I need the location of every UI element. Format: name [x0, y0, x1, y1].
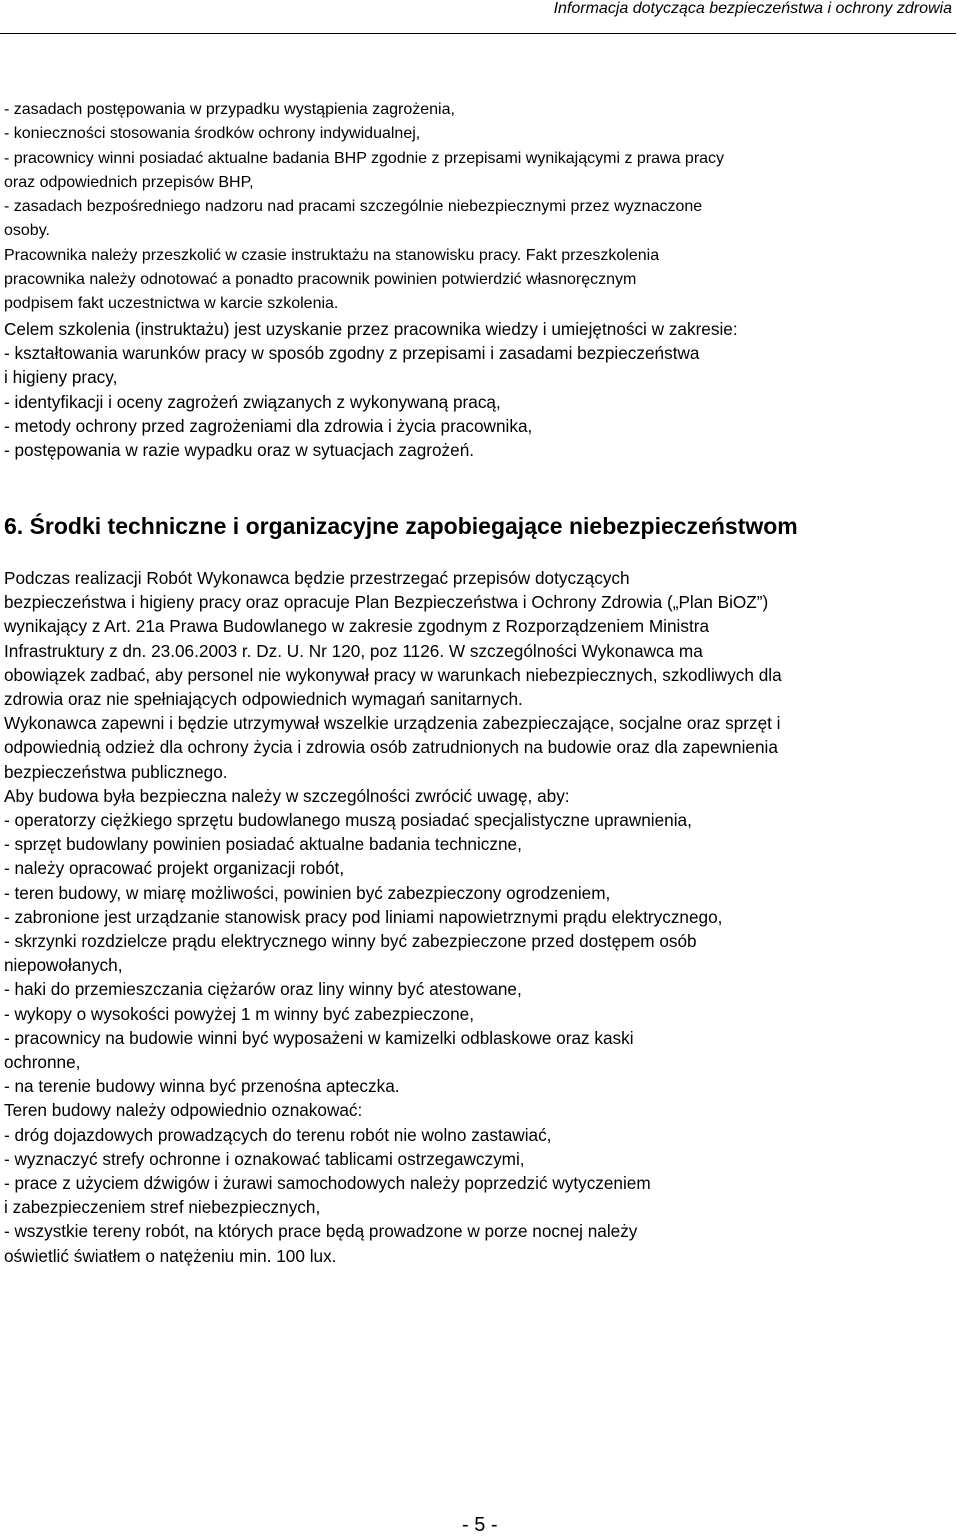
- text-line: - metody ochrony przed zagrożeniami dla zdrowia i życia pracownika,: [4, 415, 533, 436]
- list-item: - prace z użyciem dźwigów i żurawi samochodowych należy poprzedzić wytyczeniem: [4, 1173, 651, 1194]
- list-item: - na terenie budowy winna być przenośna apteczka.: [4, 1076, 400, 1097]
- text-line: Pracownika należy przeszkolić w czasie instruktażu na stanowisku pracy. Fakt przeszkolenia: [4, 246, 660, 264]
- list-item: - zabronione jest urządzanie stanowisk pracy pod liniami napowietrznymi prądu elektrycznego,: [4, 906, 723, 927]
- text-line: bezpieczeństwa publicznego.: [4, 761, 228, 782]
- text-line: wynikający z Art. 21a Prawa Budowlanego w zakresie zgodnym z Rozporządzeniem Ministra: [4, 616, 710, 637]
- text-line: - postępowania w razie wypadku oraz w sytuacjach zagrożeń.: [4, 440, 475, 461]
- text-line: pracownika należy odnotować a ponadto pracownik powinien potwierdzić własnoręcznym: [4, 271, 637, 289]
- list-item: - należy opracować projekt organizacji robót,: [4, 858, 345, 879]
- list-item: - haki do przemieszczania ciężarów oraz liny winny być atestowane,: [4, 979, 522, 1000]
- text-line: podpisem fakt uczestnictwa w karcie szkolenia.: [4, 295, 339, 313]
- text-line: Celem szkolenia (instruktażu) jest uzyskanie przez pracownika wiedzy i umiejętności w zakresie:: [4, 319, 738, 339]
- text-line: Podczas realizacji Robót Wykonawca będzie przestrzegać przepisów dotyczących: [4, 568, 630, 588]
- page-number: - 5 -: [462, 1514, 498, 1536]
- list-item: - skrzynki rozdzielcze prądu elektrycznego winny być zabezpieczone przed dostępem osób: [4, 931, 697, 952]
- section-6-body: [4, 566, 956, 1268]
- list-item: niepowołanych,: [4, 955, 123, 976]
- list-item: ochronne,: [4, 1052, 81, 1073]
- list-item: - wyznaczyć strefy ochronne i oznakować tablicami ostrzegawczymi,: [4, 1148, 525, 1169]
- text-line: odpowiednią odzież dla ochrony życia i zdrowia osób zatrudnionych na budowie oraz dla zapewnienia: [4, 737, 778, 758]
- text-line: Wykonawca zapewni i będzie utrzymywał wszelkie urządzenia zabezpieczające, socjalne oraz sprzęt i: [4, 713, 781, 734]
- training-paragraph: [4, 317, 956, 462]
- text-line: - zasadach bezpośredniego nadzoru nad pracami szczególnie niebezpiecznymi przez wyznaczone: [4, 198, 703, 216]
- text-line: - identyfikacji i oceny zagrożeń związanych z wykonywaną pracą,: [4, 391, 501, 412]
- list-item: - dróg dojazdowych prowadzących do terenu robót nie wolno zastawiać,: [4, 1124, 552, 1145]
- list-item: - wykopy o wysokości powyżej 1 m winny być zabezpieczone,: [4, 1003, 474, 1024]
- text-line: - pracownicy winni posiadać aktualne badania BHP zgodnie z przepisami wynikającymi z prawa pracy: [4, 149, 725, 167]
- list-item: - teren budowy, w miarę możliwości, powinien być zabezpieczony ogrodzeniem,: [4, 882, 611, 903]
- text-line: Teren budowy należy odpowiednio oznakować:: [4, 1100, 363, 1121]
- list-item: i zabezpieczeniem stref niebezpiecznych,: [4, 1197, 321, 1218]
- text-line: - konieczności stosowania środków ochrony indywidualnej,: [4, 125, 421, 143]
- list-item: - sprzęt budowlany powinien posiadać aktualne badania techniczne,: [4, 834, 522, 855]
- text-line: obowiązek zadbać, aby personel nie wykonywał pracy w warunkach niebezpiecznych, szkodliwych dla: [4, 664, 782, 685]
- section-heading: 6. Środki techniczne i organizacyjne zapobiegające niebezpieczeństwom: [4, 513, 798, 539]
- text-line: bezpieczeństwa i higieny pracy oraz opracuje Plan Bezpieczeństwa i Ochrony Zdrowia („Plan BiOZ”): [4, 592, 769, 613]
- header-title: Informacja dotycząca bezpieczeństwa i ochrony zdrowia: [553, 0, 952, 17]
- list-item: oświetlić światłem o natężeniu min. 100 lux.: [4, 1245, 337, 1266]
- text-line: - zasadach postępowania w przypadku wystąpienia zagrożenia,: [4, 101, 455, 118]
- text-line: oraz odpowiednich przepisów BHP,: [4, 173, 254, 191]
- text-line: Aby budowa była bezpieczna należy w szczególności zwrócić uwagę, aby:: [4, 785, 570, 806]
- page-header: [0, 0, 956, 34]
- text-line: - kształtowania warunków pracy w sposób zgodny z przepisami i zasadami bezpieczeństwa: [4, 343, 700, 364]
- list-item: - operatorzy ciężkiego sprzętu budowlanego muszą posiadać specjalistyczne uprawnienia,: [4, 810, 692, 831]
- text-line: i higieny pracy,: [4, 367, 118, 388]
- list-item: - wszystkie tereny robót, na których prace będą prowadzone w porze nocnej należy: [4, 1221, 638, 1242]
- text-line: zdrowia oraz nie spełniających odpowiednich wymagań sanitarnych.: [4, 689, 523, 710]
- text-line: Infrastruktury z dn. 23.06.2003 r. Dz. U. Nr 120, poz 1126. W szczególności Wykonawca ma: [4, 640, 703, 661]
- list-item: - pracownicy na budowie winni być wyposażeni w kamizelki odblaskowe oraz kaski: [4, 1027, 634, 1048]
- top-list-block: [4, 98, 956, 317]
- text-line: osoby.: [4, 222, 50, 240]
